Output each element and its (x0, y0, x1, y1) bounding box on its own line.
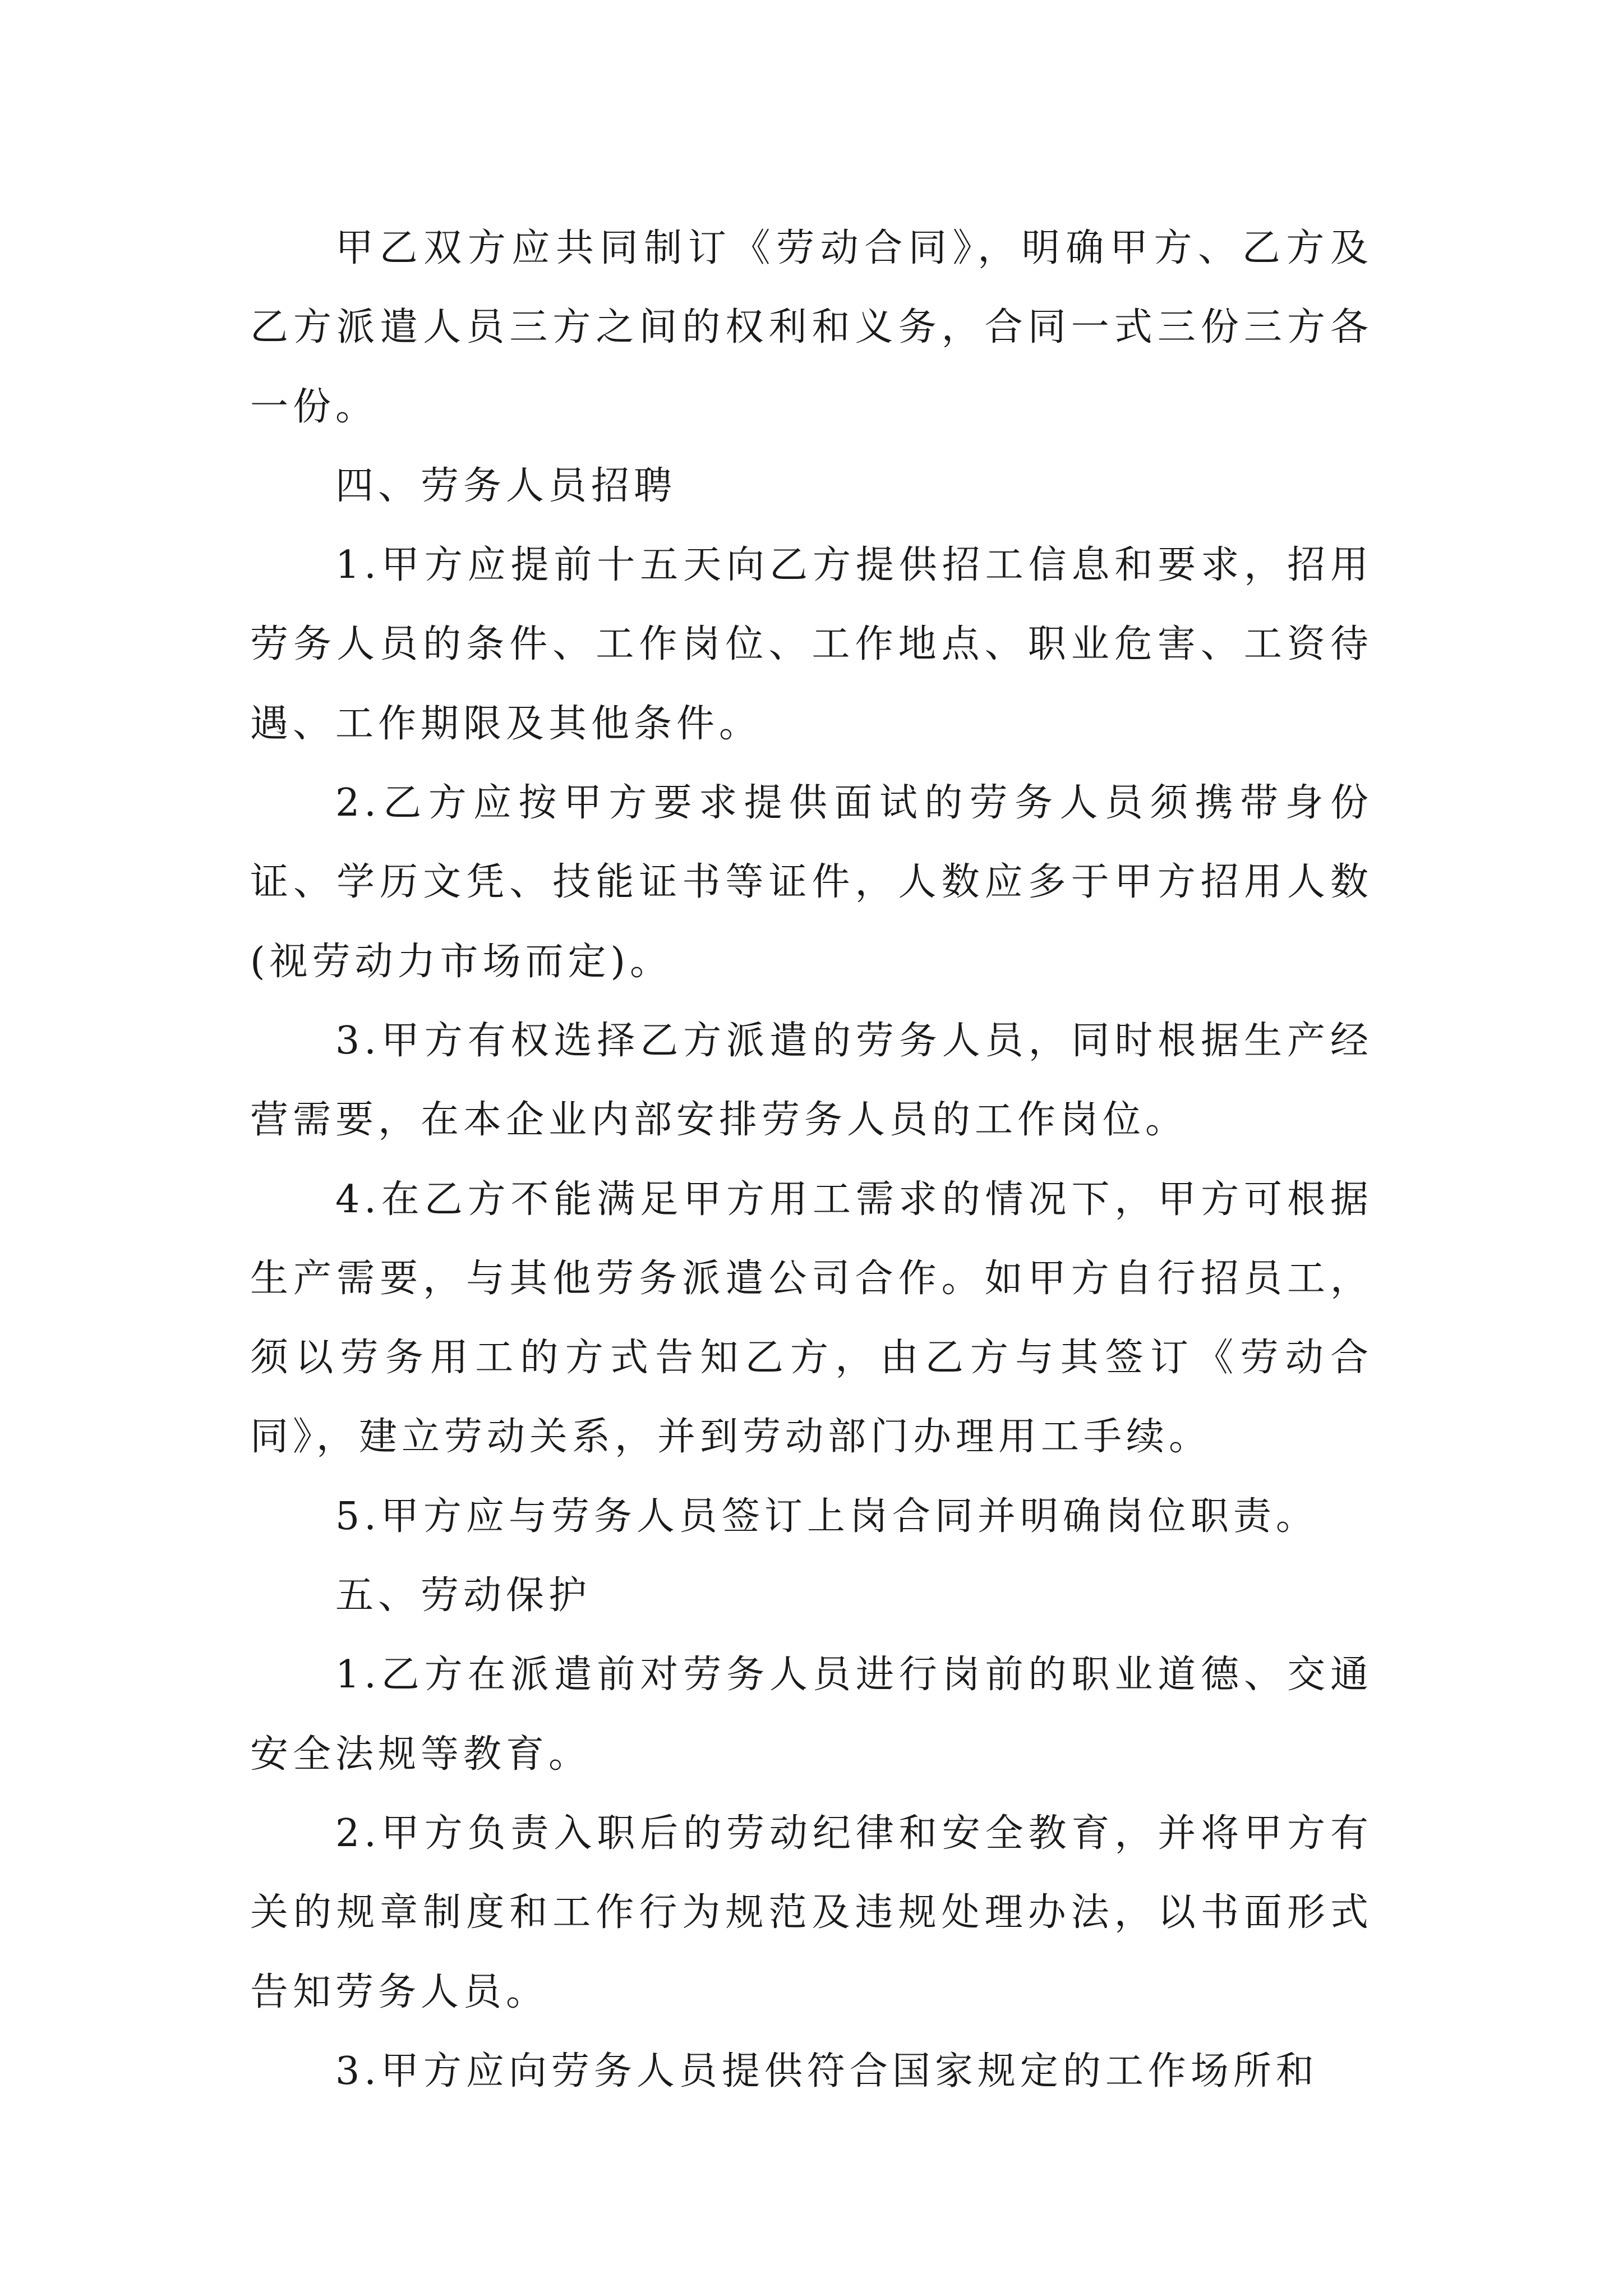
paragraph-recruitment-3: 3.甲方有权选择乙方派遣的劳务人员，同时根据生产经营需要，在本企业内部安排劳务人员的工作岗位。 (250, 1018, 1373, 1143)
section-heading-recruitment: 四、劳务人员招聘 (335, 463, 677, 508)
paragraph-protection-2: 2.甲方负责入职后的劳动纪律和安全教育，并将甲方有关的规章制度和工作行为规范及违规处理办法，以书面形式告知劳务人员。 (250, 1811, 1373, 2014)
paragraph-recruitment-1: 1.甲方应提前十五天向乙方提供招工信息和要求，招用劳务人员的条件、工作岗位、工作地点、职业危害、工资待遇、工作期限及其他条件。 (250, 543, 1373, 746)
section-heading-labor-protection: 五、劳动保护 (335, 1573, 592, 1618)
paragraph-recruitment-5: 5.甲方应与劳务人员签订上岗合同并明确岗位职责。 (335, 1494, 1318, 1539)
paragraph-protection-1: 1.乙方在派遣前对劳务人员进行岗前的职业道德、交通安全法规等教育。 (250, 1653, 1373, 1777)
paragraph-recruitment-2: 2.乙方应按甲方要求提供面试的劳务人员须携带身份证、学历文凭、技能证书等证件，人数应多于甲方招用人数(视劳动力市场而定)。 (250, 781, 1373, 984)
paragraph-protection-3: 3.甲方应向劳务人员提供符合国家规定的工作场所和 (335, 2049, 1318, 2093)
paragraph-contract-parties: 甲乙双方应共同制订《劳动合同》，明确甲方、乙方及乙方派遣人员三方之间的权利和义务，合同一式三份三方各一份。 (250, 226, 1373, 429)
document-body (250, 209, 1373, 2111)
paragraph-recruitment-4: 4.在乙方不能满足甲方用工需求的情况下，甲方可根据生产需要，与其他劳务派遣公司合作。如甲方自行招员工，须以劳务用工的方式告知乙方，由乙方与其签订《劳动合同》，建立劳动关系，并到劳动部门办理用工手续。 (250, 1177, 1373, 1460)
